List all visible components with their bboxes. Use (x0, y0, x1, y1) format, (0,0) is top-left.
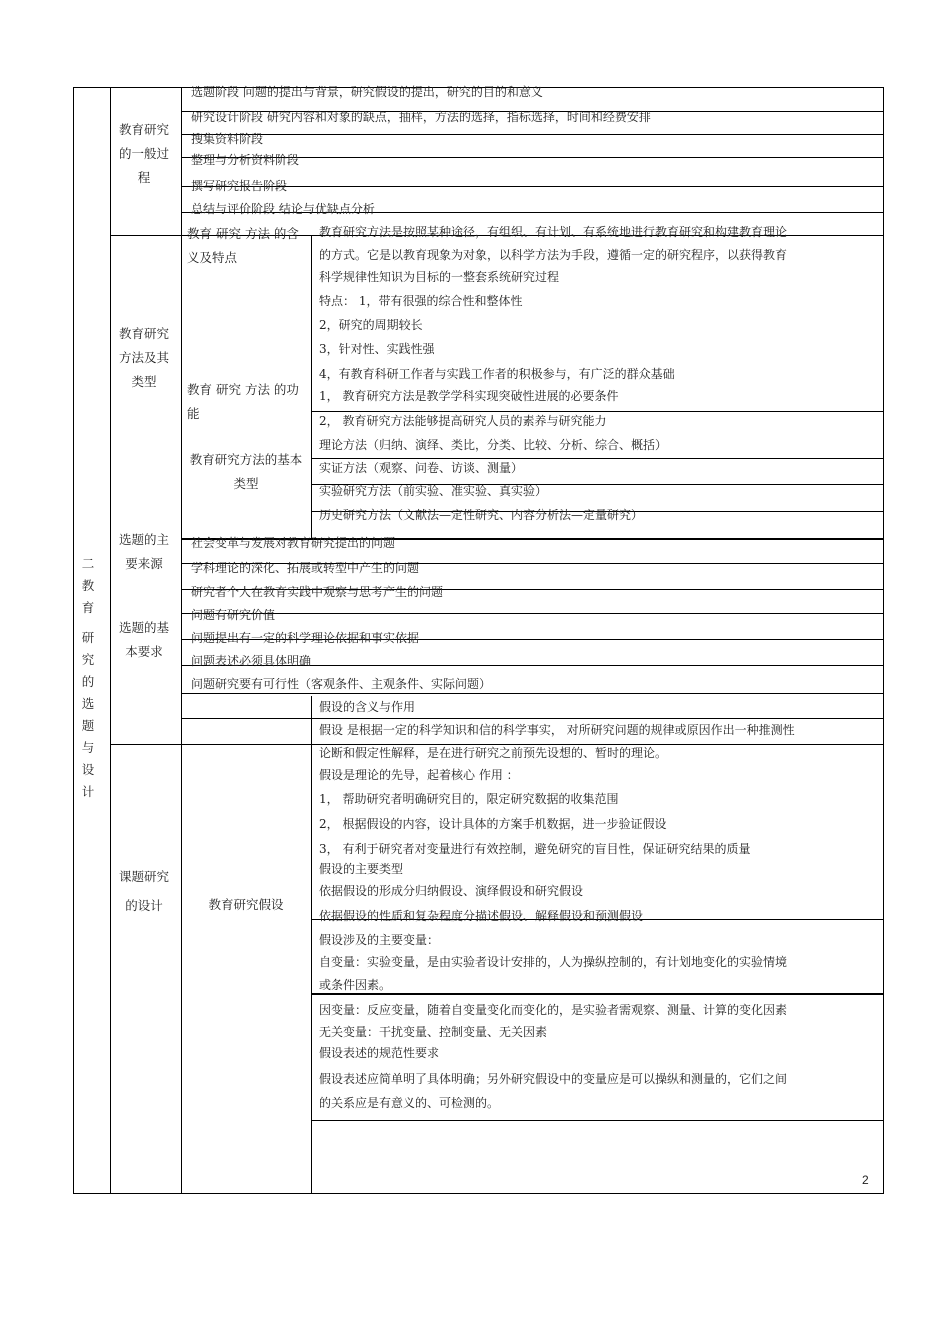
method-text-line: 的方式。它是以教育现象为对象，以科学方法为手段，遵循一定的研究程序，以获得教育 (319, 248, 788, 262)
chapter-char: 计 (81, 784, 95, 799)
subsection-hypothesis: 教育研究假设 (208, 897, 284, 912)
process-row: 搜集资料阶段 (191, 132, 264, 146)
process-row: 总结与评价阶段 结论与优缺点分析 (191, 202, 375, 216)
chapter-char: 研 (81, 630, 95, 645)
source-row: 研究者个人在教育实践中观察与思考产生的问题 (191, 585, 444, 599)
chapter-char: 与 (81, 740, 95, 755)
variables-text-line: 的关系应是有意义的、可检测的。 (319, 1096, 500, 1110)
variables-text-line: 假设表述应简单明了具体明确；另外研究假设中的变量应是可以操纵和测量的，它们之间 (319, 1072, 788, 1086)
page-number: 2 (862, 1173, 869, 1187)
chapter-char: 二 (81, 556, 95, 571)
requirement-row: 问题提出有一定的科学理论依据和事实依据 (191, 631, 420, 645)
variables-text-line: 因变量：反应变量，随着自变量变化而变化的，是实验者需观察、测量、计算的变化因素 (319, 1003, 788, 1017)
chapter-spacer (80, 619, 96, 627)
chapter-char: 题 (81, 718, 95, 733)
hypothesis-text-line: 依据假设的性质和复杂程度分描述假设、解释假设和预测假设 (319, 909, 644, 923)
hypothesis-text-line: 3， 有利于研究者对变量进行有效控制，避免研究的盲目性，保证研究结果的质量 (319, 842, 751, 856)
subsection-method-types: 教育研究方法的基本类型 (189, 452, 303, 491)
variables-text-line: 无关变量：干扰变量、控制变量、无关因素 (319, 1025, 548, 1039)
variables-text-line: 假设涉及的主要变量： (319, 933, 440, 947)
source-row: 社会变革与发展对教育研究提出的问题 (191, 536, 396, 550)
chapter-char: 育 (81, 600, 95, 615)
process-row: 整理与分析资料阶段 (191, 153, 300, 167)
variables-text-line: 假设表述的规范性要求 (319, 1046, 440, 1060)
hypothesis-text-line: 假设的主要类型 (319, 862, 404, 876)
method-text-line: 科学规律性知识为目标的一整套系统研究过程 (319, 270, 560, 284)
method-text-line: 3，针对性、实践性强 (319, 342, 435, 356)
method-text-line: 4，有教育科研工作者与实践工作者的积极参与，有广泛的群众基础 (319, 367, 675, 381)
requirement-row: 问题有研究价值 (191, 608, 276, 622)
method-text-line: 2，研究的周期较长 (319, 318, 423, 332)
chapter-char: 教 (81, 578, 95, 593)
chapter-title-vertical (80, 553, 96, 803)
function-text-line: 1， 教育研究方法是教学学科实现突破性进展的必要条件 (319, 389, 619, 403)
section-label-methods: 教育研究方法及其类型 (118, 326, 169, 389)
chapter-char: 设 (81, 762, 95, 777)
hypothesis-text-line: 依据假设的形成分归纳假设、演绎假设和研究假设 (319, 884, 584, 898)
section-label-topic-reqs: 选题的基本要求 (118, 620, 169, 659)
variables-text-line: 或条件因素。 (319, 978, 392, 992)
types-text-line: 历史研究方法（文献法—定性研究、内容分析法—定量研究） (319, 508, 644, 522)
chapter-char: 究 (81, 652, 95, 667)
process-row: 撰写研究报告阶段 (191, 179, 288, 193)
section-label-process: 教育研究的一般过程 (118, 122, 169, 185)
function-text-line: 2， 教育研究方法能够提高研究人员的素养与研究能力 (319, 414, 607, 428)
hypothesis-text-line: 2， 根据假设的内容，设计具体的方案手机数据，进一步验证假设 (319, 817, 667, 831)
method-text-line: 特点： 1，带有很强的综合性和整体性 (319, 294, 523, 308)
subsection-method-function: 教育 研究 方法 的功能 (187, 382, 299, 421)
process-row: 研究设计阶段 研究内容和对象的缺点，抽样，方法的选择，指标选择，时间和经费安排 (191, 110, 651, 124)
method-text-line: 教育研究方法是按照某种途径，有组织、有计划、有系统地进行教育研究和构建教育理论 (319, 225, 788, 239)
requirement-row: 问题表述必须具体明确 (191, 654, 312, 668)
hypothesis-text-line: 1， 帮助研究者明确研究目的，限定研究数据的收集范围 (319, 792, 619, 806)
source-row: 学科理论的深化、拓展或转型中产生的问题 (191, 561, 420, 575)
chapter-char: 选 (81, 696, 95, 711)
process-row: 选题阶段 问题的提出与背景，研究假设的提出，研究的目的和意义 (191, 85, 543, 99)
types-text-line: 理论方法（归纳、演绎、类比，分类、比较、分析、综合、概括） (319, 438, 668, 452)
hypothesis-text-line: 论断和假定性解释，是在进行研究之前预先设想的、暂时的理论。 (319, 746, 668, 760)
section-label-design: 课题研究的设计 (118, 869, 169, 913)
types-text-line: 实证方法（观察、问卷、访谈、测量） (319, 461, 524, 475)
variables-text-line: 自变量：实验变量，是由实验者设计安排的，人为操纵控制的，有计划地变化的实验情境 (319, 955, 788, 969)
hypothesis-text-line: 假设是理论的先导，起着核心 作用 ： (319, 768, 519, 782)
hypothesis-text-line: 假设 是根据一定的科学知识和信的科学事实， 对所研究问题的规律或原因作出一种推测性 (319, 723, 795, 737)
requirement-row: 问题研究要有可行性（客观条件、主观条件、实际问题） (191, 677, 492, 691)
types-text-line: 实验研究方法（前实验、准实验、真实验） (319, 484, 548, 498)
chapter-char: 的 (81, 674, 95, 689)
subsection-method-meaning: 教育 研究 方法 的含义及特点 (187, 226, 299, 265)
section-label-topic-sources: 选题的主要来源 (118, 532, 169, 571)
hypothesis-text-line: 假设的含义与作用 (319, 700, 416, 714)
